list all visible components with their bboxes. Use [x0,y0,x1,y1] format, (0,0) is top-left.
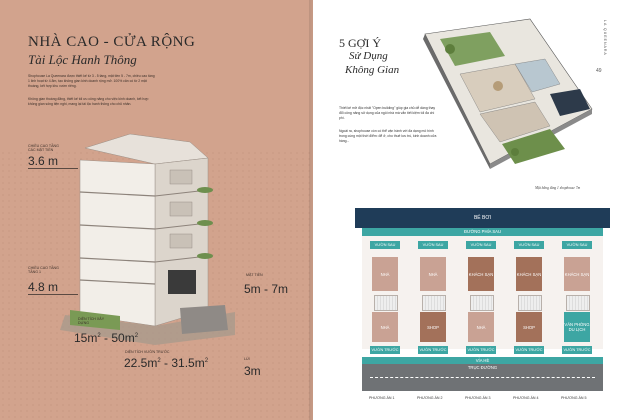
stairs-1 [374,295,398,311]
unit-4-bottom: SHOP [516,312,542,342]
right-subtitle-2: Không Gian [345,64,400,76]
front-garden-4: VƯỜN TRƯỚC [515,348,543,352]
unit-2-bottom: SHOP [420,312,446,342]
left-title: NHÀ CAO - CỬA RỘNG [28,34,196,50]
divider [28,168,78,169]
frontage-label: MẶT TIỀN [246,273,263,277]
left-paragraph-1: Shophouse La Queenara được thiết kế từ 3 - 5 tầng, mặt tiền 5 - 7m, chiều cao tầng 1 linh hoạt từ 4.8m, tạo không gian kinh doanh rộng mở. 100% căn có từ 2 mặt thoáng, kết hợp khu vườn riêng. [28,74,155,88]
unit-3-top: KHÁCH SẠN [468,257,494,291]
back-garden-2: VƯỜN SAU [418,241,448,249]
pool-band: BỂ BƠI [355,208,610,228]
main-road-label: TRỤC ĐƯỜNG [467,365,498,370]
front-yard-label: DIỆN TÍCH VƯỜN TRƯỚC [125,350,170,354]
sidewalk-band: VỈA HÈ [362,357,603,364]
back-garden-4: VƯỜN SAU [514,241,544,249]
option-4-label: PHƯƠNG ÁN 4 [513,396,539,400]
option-3-label: PHƯƠNG ÁN 3 [465,396,491,400]
right-paragraph-1: Thiết kế mở độc nhất "Open building" giúp gia chủ dễ dàng thay đổi công năng sử dụng của ngôi nhà mà vẫn tiết kiệm tối đa chi phí. [339,106,436,120]
stairs-4 [518,295,542,311]
right-subtitle-1: Sử Dụng [349,50,388,62]
plan-caption: Mặt bằng tầng 1 shophouse 7m [535,186,581,190]
ground-height-label: CHIỀU CAO TẦNG TẦNG 1 [28,266,59,275]
option-2-label: PHƯƠNG ÁN 2 [417,396,443,400]
building-illustration [60,130,235,345]
brand-mark: LA QUEENARA [603,20,607,56]
left-subtitle: Tài Lộc Hanh Thông [28,52,137,67]
unit-4-top: KHÁCH SẠN [516,257,542,291]
stairs-3 [470,295,494,311]
right-paragraph-2: Ngoài ra, shophouse còn có thể vận hành với đa dạng mô hình trong cùng một thời điểm: để ở, cho thuê lưu trú, kinh doanh cửa hàng... [339,129,437,143]
floor-plan-3d-illustration [420,14,595,174]
back-garden-5: VƯỜN SAU [562,241,592,249]
option-5-label: PHƯƠNG ÁN 5 [561,396,587,400]
road-center-line [370,377,595,378]
front-garden-5: VƯỜN TRƯỚC [563,348,591,352]
build-area-label: DIỆN TÍCH XÂY DỰNG [78,317,105,326]
unit-5-top: KHÁCH SẠN [564,257,590,291]
back-garden-1: VƯỜN SAU [370,241,400,249]
setback-value: 3m [244,364,261,378]
unit-1-top: NHÀ [372,257,398,291]
page-number: 49 [596,68,602,74]
unit-2-top: NHÀ [420,257,446,291]
unit-5-bottom: VĂN PHÒNG DU LỊCH [564,312,590,342]
front-yard-value: $22.5m^2 - 31.5m^2$ [124,356,209,370]
front-garden-1: VƯỜN TRƯỚC [371,348,399,352]
back-garden-3: VƯỜN SAU [466,241,496,249]
front-garden-3: VƯỜN TRƯỚC [467,348,495,352]
floor-height-value: 3.6 m [28,154,59,168]
front-garden-2: VƯỜN TRƯỚC [419,348,447,352]
build-area-value: $15m^2 - 50m^2$ [74,331,139,345]
floor-height-label: CHIỀU CAO TẦNG CÁC MẶT TIỀN [28,144,59,153]
back-road-band: ĐƯỜNG PHÍA SAU [362,228,603,236]
setback-label: LÙI [244,357,250,361]
stairs-2 [422,295,446,311]
unit-3-bottom: NHÀ [468,312,494,342]
frontage-value: 5m - 7m [244,282,289,296]
left-paragraph-2: Không gian thoáng đãng, thiết kế tối ưu công năng cho việc kinh doanh, kết hợp không gian sống tiện nghi, mang lại tài lộc hanh thông cho chủ nhân. [28,97,149,106]
option-1-label: PHƯƠNG ÁN 1 [369,396,395,400]
stairs-5 [566,295,590,311]
divider [28,294,78,295]
unit-1-bottom: NHÀ [372,312,398,342]
right-title: 5 GỢI Ý [339,36,381,50]
ground-height-value: 4.8 m [28,280,59,294]
